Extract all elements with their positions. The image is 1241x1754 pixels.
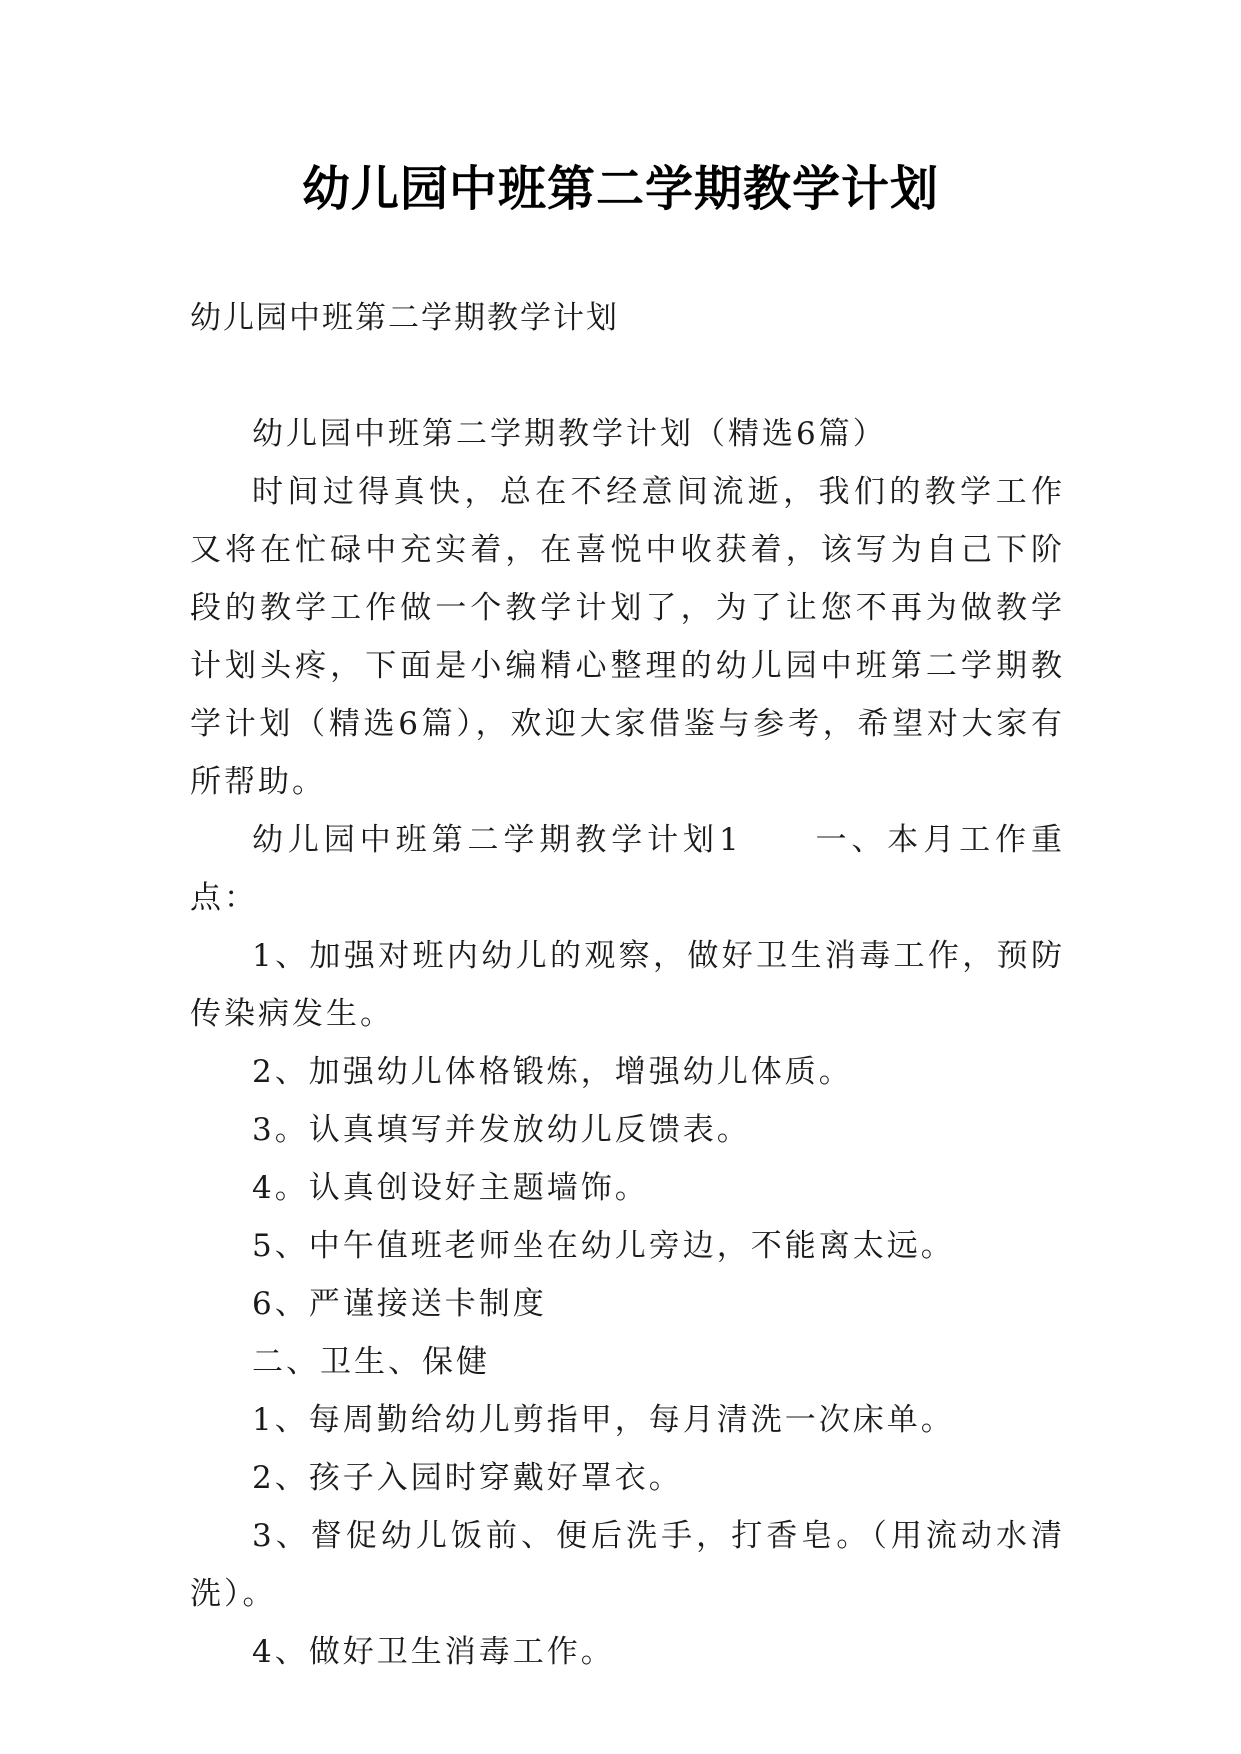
paragraph: 时间过得真快，总在不经意间流逝，我们的教学工作又将在忙碌中充实着，在喜悦中收获着，该写为自己下阶段的教学工作做一个教学计划了，为了让您不再为做教学计划头疼，下面是小编精心整理的幼儿园中班第二学期教学计划（精选6篇），欢迎大家借鉴与参考，希望对大家有所帮助。 [190,474,1065,800]
document-body [190,405,1065,1681]
paragraph: 3。认真填写并发放幼儿反馈表。 [252,1112,751,1148]
paragraph: 1、每周勤给幼儿剪指甲，每月清洗一次床单。 [252,1402,955,1438]
paragraph: 1、加强对班内幼儿的观察，做好卫生消毒工作，预防传染病发生。 [190,938,1065,1032]
paragraph: 6、严谨接送卡制度 [252,1286,547,1322]
paragraph: 2、加强幼儿体格锻炼，增强幼儿体质。 [252,1054,853,1090]
paragraph: 二、卫生、保健 [252,1344,490,1380]
paragraph: 4、做好卫生消毒工作。 [252,1634,615,1670]
document-title: 幼儿园中班第二学期教学计划 [301,161,939,217]
paragraph: 5、中午值班老师坐在幼儿旁边，不能离太远。 [252,1228,955,1264]
paragraph: 3、督促幼儿饭前、便后洗手，打香皂。（用流动水清洗）。 [190,1518,1065,1612]
paragraph: 2、孩子入园时穿戴好罩衣。 [252,1460,683,1496]
document-subtitle: 幼儿园中班第二学期教学计划 [190,300,619,336]
paragraph: 幼儿园中班第二学期教学计划（精选6篇） [252,416,887,452]
paragraph: 幼儿园中班第二学期教学计划1 一、本月工作重点： [190,822,1065,916]
paragraph: 4。认真创设好主题墙饰。 [252,1170,649,1206]
